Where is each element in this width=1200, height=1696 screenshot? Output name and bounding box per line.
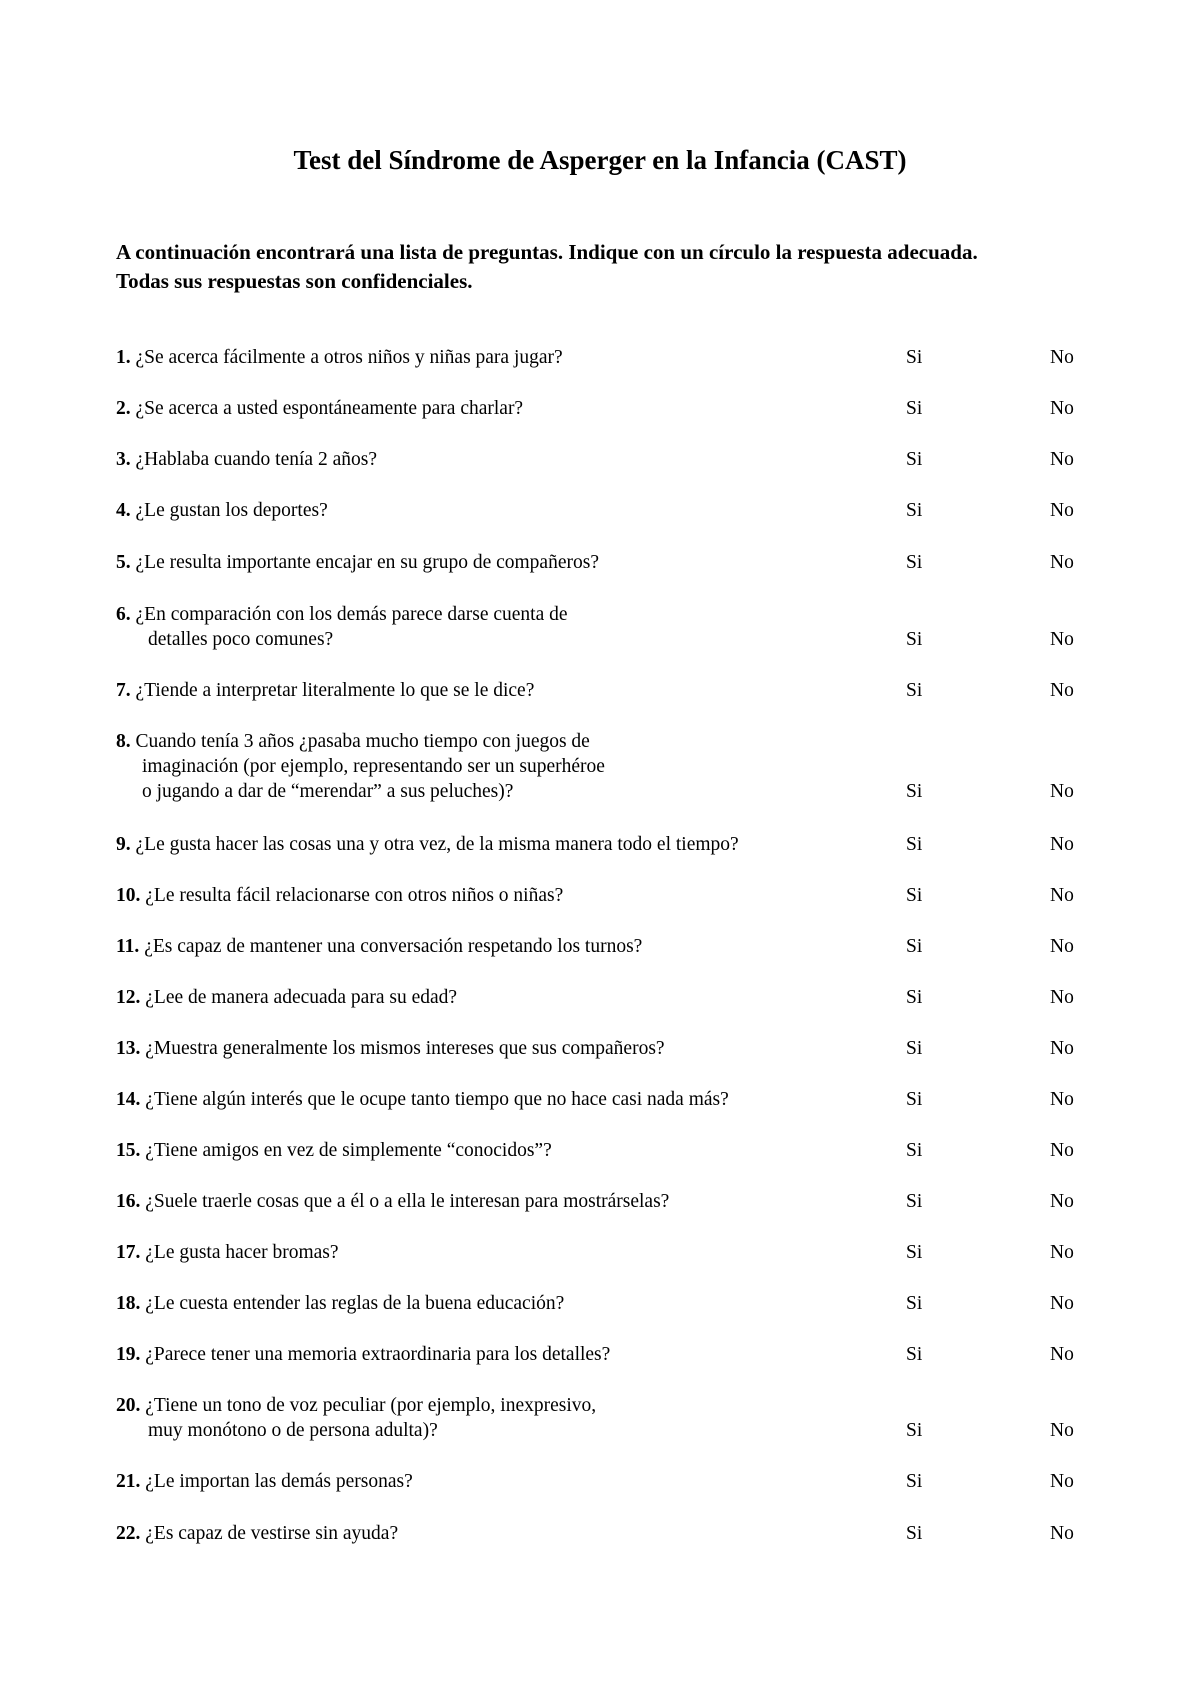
question-number: 11. bbox=[116, 936, 140, 957]
question-number: 8. bbox=[116, 731, 131, 752]
question-number: 16. bbox=[116, 1191, 141, 1212]
question-text bbox=[116, 1342, 896, 1367]
question-item bbox=[116, 1189, 1116, 1214]
question-text bbox=[116, 934, 896, 959]
answer-no-option[interactable]: No bbox=[1050, 629, 1074, 650]
answer-yes-option[interactable]: Si bbox=[906, 552, 923, 573]
question-line bbox=[116, 1036, 896, 1061]
question-text bbox=[116, 1138, 896, 1163]
question-line-text: ¿Tiene algún interés que le ocupe tanto tiempo que no hace casi nada más? bbox=[140, 1089, 729, 1110]
question-line-text: ¿Suele traerle cosas que a él o a ella le interesan para mostrárselas? bbox=[140, 1191, 670, 1212]
question-line-text: ¿Le importan las demás personas? bbox=[140, 1471, 413, 1492]
question-line bbox=[116, 1087, 896, 1112]
question-item bbox=[116, 345, 1116, 370]
question-line: imaginación (por ejemplo, representando ser un superhéroe bbox=[142, 756, 605, 777]
answer-yes-option[interactable]: Si bbox=[906, 885, 923, 906]
question-number: 13. bbox=[116, 1038, 141, 1059]
answer-yes-option[interactable]: Si bbox=[906, 1038, 923, 1059]
answer-yes-option[interactable]: Si bbox=[906, 629, 923, 650]
question-line-text: ¿Le cuesta entender las reglas de la buena educación? bbox=[140, 1293, 565, 1314]
question-line-text: ¿Se acerca fácilmente a otros niños y niñas para jugar? bbox=[130, 347, 563, 368]
question-line bbox=[116, 1342, 896, 1367]
question-number: 17. bbox=[116, 1242, 141, 1263]
question-line bbox=[116, 550, 896, 575]
question-text bbox=[116, 1087, 896, 1112]
question-text bbox=[116, 396, 896, 421]
question-line-text: ¿Lee de manera adecuada para su edad? bbox=[140, 987, 458, 1008]
question-line-text: ¿Es capaz de vestirse sin ayuda? bbox=[140, 1523, 399, 1544]
question-line bbox=[116, 1469, 896, 1494]
question-line bbox=[116, 1393, 896, 1418]
question-item bbox=[116, 729, 1116, 804]
question-item bbox=[116, 550, 1116, 575]
question-line-text: ¿Le resulta fácil relacionarse con otros niños o niñas? bbox=[140, 885, 564, 906]
question-line-text: ¿Es capaz de mantener una conversación respetando los turnos? bbox=[139, 936, 643, 957]
page-title: Test del Síndrome de Asperger en la Infancia (CAST) bbox=[293, 145, 907, 175]
answer-no-option[interactable]: No bbox=[1050, 1523, 1074, 1544]
question-item bbox=[116, 1240, 1116, 1265]
answer-no-option[interactable]: No bbox=[1050, 885, 1074, 906]
question-line: muy monótono o de persona adulta)? bbox=[148, 1420, 438, 1441]
question-number: 19. bbox=[116, 1344, 141, 1365]
question-number: 15. bbox=[116, 1140, 141, 1161]
question-item bbox=[116, 1087, 1116, 1112]
question-line-text: ¿Se acerca a usted espontáneamente para charlar? bbox=[130, 398, 524, 419]
question-line-text: ¿Le gustan los deportes? bbox=[130, 500, 328, 521]
question-number: 21. bbox=[116, 1471, 141, 1492]
answer-yes-option[interactable]: Si bbox=[906, 1089, 923, 1110]
question-number: 6. bbox=[116, 604, 131, 625]
answer-no-option[interactable]: No bbox=[1050, 500, 1074, 521]
question-line bbox=[116, 447, 896, 472]
answer-no-option[interactable]: No bbox=[1050, 1140, 1074, 1161]
question-item bbox=[116, 1291, 1116, 1316]
question-number: 4. bbox=[116, 500, 131, 521]
question-line bbox=[116, 1291, 896, 1316]
question-line bbox=[116, 1189, 896, 1214]
answer-yes-option[interactable]: Si bbox=[906, 781, 923, 802]
question-number: 7. bbox=[116, 680, 131, 701]
question-item bbox=[116, 832, 1116, 857]
question-number: 5. bbox=[116, 552, 131, 573]
answer-no-option[interactable]: No bbox=[1050, 834, 1074, 855]
question-text bbox=[116, 1189, 896, 1214]
answer-yes-option[interactable]: Si bbox=[906, 449, 923, 470]
question-text bbox=[116, 345, 896, 370]
question-number: 20. bbox=[116, 1395, 141, 1416]
answer-yes-option[interactable]: Si bbox=[906, 1471, 923, 1492]
question-text bbox=[116, 1240, 896, 1265]
question-line bbox=[116, 729, 896, 754]
question-line-text: ¿Le resulta importante encajar en su grupo de compañeros? bbox=[130, 552, 599, 573]
answer-no-option[interactable]: No bbox=[1050, 552, 1074, 573]
answer-no-option[interactable]: No bbox=[1050, 680, 1074, 701]
question-line-text: ¿Le gusta hacer las cosas una y otra vez, de la misma manera todo el tiempo? bbox=[130, 834, 739, 855]
question-number: 22. bbox=[116, 1523, 141, 1544]
answer-no-option[interactable]: No bbox=[1050, 347, 1074, 368]
answer-no-option[interactable]: No bbox=[1050, 1038, 1074, 1059]
question-item bbox=[116, 934, 1116, 959]
question-number: 3. bbox=[116, 449, 131, 470]
question-item bbox=[116, 883, 1116, 908]
answer-yes-option[interactable]: Si bbox=[906, 398, 923, 419]
question-text bbox=[116, 602, 896, 652]
answer-no-option[interactable]: No bbox=[1050, 1191, 1074, 1212]
question-text bbox=[116, 498, 896, 523]
question-line-text: ¿Le gusta hacer bromas? bbox=[140, 1242, 339, 1263]
question-text bbox=[116, 1393, 896, 1443]
question-line-text: ¿Parece tener una memoria extraordinaria para los detalles? bbox=[140, 1344, 611, 1365]
question-line bbox=[116, 396, 896, 421]
question-number: 2. bbox=[116, 398, 131, 419]
answer-yes-option[interactable]: Si bbox=[906, 1344, 923, 1365]
question-line: o jugando a dar de “merendar” a sus peluches)? bbox=[142, 781, 514, 802]
question-item bbox=[116, 1138, 1116, 1163]
question-item bbox=[116, 678, 1116, 703]
question-text bbox=[116, 1036, 896, 1061]
question-item bbox=[116, 1036, 1116, 1061]
question-line bbox=[116, 1521, 896, 1546]
question-item bbox=[116, 1342, 1116, 1367]
answer-no-option[interactable]: No bbox=[1050, 1344, 1074, 1365]
question-line bbox=[116, 602, 896, 627]
question-text bbox=[116, 729, 896, 804]
question-line bbox=[116, 934, 896, 959]
answer-yes-option[interactable]: Si bbox=[906, 1242, 923, 1263]
answer-yes-option[interactable]: Si bbox=[906, 987, 923, 1008]
answer-yes-option[interactable]: Si bbox=[906, 834, 923, 855]
answer-yes-option[interactable]: Si bbox=[906, 1293, 923, 1314]
question-item bbox=[116, 602, 1116, 652]
answer-yes-option[interactable]: Si bbox=[906, 1420, 923, 1441]
answer-yes-option[interactable]: Si bbox=[906, 1140, 923, 1161]
question-line-text: Cuando tenía 3 años ¿pasaba mucho tiempo con juegos de bbox=[130, 731, 590, 752]
answer-yes-option[interactable]: Si bbox=[906, 936, 923, 957]
question-line bbox=[116, 498, 896, 523]
question-text bbox=[116, 1469, 896, 1494]
question-text bbox=[116, 678, 896, 703]
answer-no-option[interactable]: No bbox=[1050, 1242, 1074, 1263]
question-number: 9. bbox=[116, 834, 131, 855]
question-item bbox=[116, 498, 1116, 523]
question-item bbox=[116, 1521, 1116, 1546]
answer-no-option[interactable]: No bbox=[1050, 1089, 1074, 1110]
question-item bbox=[116, 985, 1116, 1010]
answer-no-option[interactable]: No bbox=[1050, 1420, 1074, 1441]
answer-yes-option[interactable]: Si bbox=[906, 680, 923, 701]
question-number: 10. bbox=[116, 885, 141, 906]
question-line bbox=[116, 883, 896, 908]
question-text bbox=[116, 447, 896, 472]
question-line bbox=[116, 1240, 896, 1265]
question-text bbox=[116, 832, 896, 857]
answer-no-option[interactable]: No bbox=[1050, 987, 1074, 1008]
question-number: 12. bbox=[116, 987, 141, 1008]
question-line-text: ¿Hablaba cuando tenía 2 años? bbox=[130, 449, 377, 470]
question-line-text: ¿Tiende a interpretar literalmente lo que se le dice? bbox=[130, 680, 535, 701]
answer-yes-option[interactable]: Si bbox=[906, 347, 923, 368]
question-line-text: ¿Tiene amigos en vez de simplemente “conocidos”? bbox=[140, 1140, 552, 1161]
question-line-text: ¿Muestra generalmente los mismos intereses que sus compañeros? bbox=[140, 1038, 665, 1059]
answer-no-option[interactable]: No bbox=[1050, 398, 1074, 419]
answer-no-option[interactable]: No bbox=[1050, 449, 1074, 470]
answer-yes-option[interactable]: Si bbox=[906, 1523, 923, 1544]
answer-yes-option[interactable]: Si bbox=[906, 1191, 923, 1212]
question-item bbox=[116, 447, 1116, 472]
question-line bbox=[116, 832, 896, 857]
answer-no-option[interactable]: No bbox=[1050, 781, 1074, 802]
answer-no-option[interactable]: No bbox=[1050, 1471, 1074, 1492]
question-text bbox=[116, 1521, 896, 1546]
question-number: 14. bbox=[116, 1089, 141, 1110]
question-line bbox=[116, 985, 896, 1010]
question-text bbox=[116, 1291, 896, 1316]
question-item bbox=[116, 1393, 1116, 1443]
question-number: 1. bbox=[116, 347, 131, 368]
question-line bbox=[116, 345, 896, 370]
question-item bbox=[116, 396, 1116, 421]
answer-no-option[interactable]: No bbox=[1050, 936, 1074, 957]
question-line: detalles poco comunes? bbox=[148, 629, 334, 650]
answer-yes-option[interactable]: Si bbox=[906, 500, 923, 521]
question-item bbox=[116, 1469, 1116, 1494]
question-text bbox=[116, 550, 896, 575]
answer-no-option[interactable]: No bbox=[1050, 1293, 1074, 1314]
question-line bbox=[116, 1138, 896, 1163]
question-text bbox=[116, 985, 896, 1010]
question-line-text: ¿Tiene un tono de voz peculiar (por ejemplo, inexpresivo, bbox=[140, 1395, 597, 1416]
question-text bbox=[116, 883, 896, 908]
instructions-paragraph: A continuación encontrará una lista de preguntas. Indique con un círculo la respuesta adecuada. Todas sus respuestas son confidenciales. bbox=[116, 240, 978, 293]
question-line-text: ¿En comparación con los demás parece darse cuenta de bbox=[130, 604, 568, 625]
question-number: 18. bbox=[116, 1293, 141, 1314]
question-line bbox=[116, 678, 896, 703]
